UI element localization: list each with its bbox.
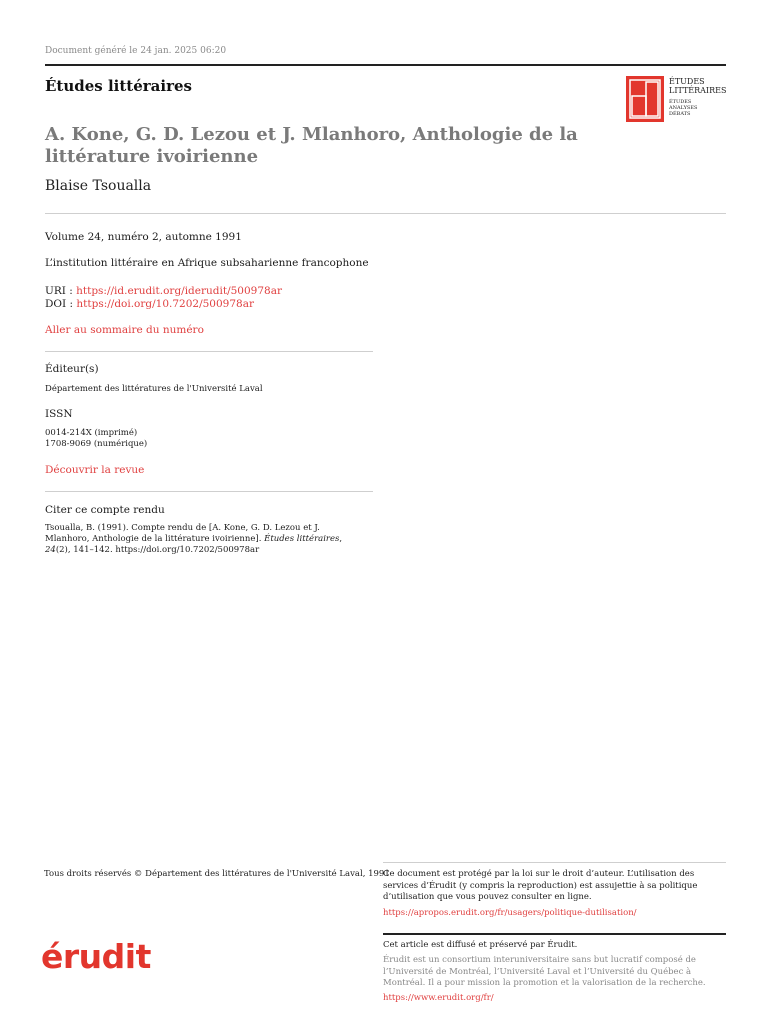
publisher-heading: Éditeur(s) <box>45 363 99 375</box>
journal-logo[interactable] <box>626 76 728 122</box>
erudit-about: Érudit est un consortium interuniversitaire sans but lucratif composé de l’Université de Montréal, l’Université Laval et l’Université du Québec à Montréal. Il a pour mission la promotion et la valorisation de la recherche. <box>383 955 706 988</box>
footer-divider <box>383 862 726 863</box>
article-author: Blaise Tsoualla <box>45 178 152 194</box>
svg-text:ÉTUDES: ÉTUDES <box>669 99 692 105</box>
diffusion-notice: Cet article est diffusé et préservé par Érudit. <box>383 940 578 950</box>
uri-link[interactable]: https://id.erudit.org/iderudit/500978ar <box>76 285 282 297</box>
article-title: A. Kone, G. D. Lezou et J. Mlanhoro, Anthologie de la littérature ivoirienne <box>45 124 578 167</box>
citation-sep: , <box>339 534 343 544</box>
header-divider <box>45 64 726 66</box>
citation-pre: Tsoualla, B. (1991). Compte rendu de [A. Kone, G. D. Lezou et J. Mlanhoro, Anthologie de la littérature ivoirienne]. <box>45 523 320 544</box>
journal-name: Études littéraires <box>45 77 192 95</box>
issn-print: 0014-214X (imprimé) <box>45 428 138 438</box>
generated-date: Document généré le 24 jan. 2025 06:20 <box>45 46 227 56</box>
volume-info: Volume 24, numéro 2, automne 1991 <box>45 231 242 243</box>
issn-digital: 1708-9069 (numérique) <box>45 439 148 449</box>
policy-link[interactable]: https://apropos.erudit.org/fr/usagers/politique-dutilisation/ <box>383 908 637 918</box>
uri-line <box>45 285 282 298</box>
doi-line <box>45 298 254 311</box>
divider <box>45 213 726 214</box>
erudit-logo[interactable]: érudit <box>41 937 151 976</box>
citation-text <box>45 523 365 556</box>
discover-journal-link[interactable]: Découvrir la revue <box>45 464 145 476</box>
publisher-name: Département des littératures de l'Université Laval <box>45 384 263 394</box>
issue-summary-link[interactable]: Aller au sommaire du numéro <box>45 324 204 336</box>
rights-notice: Tous droits réservés © Département des littératures de l'Université Laval, 1991 <box>44 869 390 879</box>
svg-text:LITTÉRAIRES: LITTÉRAIRES <box>669 86 727 95</box>
divider <box>45 351 373 352</box>
citation-volume: 24 <box>45 545 56 555</box>
svg-text:ÉTUDES: ÉTUDES <box>669 77 705 86</box>
svg-text:ANALYSES: ANALYSES <box>669 105 698 111</box>
doi-link[interactable]: https://doi.org/10.7202/500978ar <box>76 298 254 310</box>
divider <box>45 491 373 492</box>
citation-journal: Études littéraires <box>264 534 340 544</box>
footer-divider-strong <box>383 933 726 935</box>
copyright-text: Ce document est protégé par la loi sur le droit d’auteur. L’utilisation des services d’Érudit (y compris la reproduction) est assujettie à sa politique d’utilisation que vous pouvez consulter en ligne. <box>383 869 698 902</box>
svg-text:DÉBATS: DÉBATS <box>669 111 691 117</box>
citation-post: (2), 141–142. https://doi.org/10.7202/500978ar <box>55 545 260 555</box>
citation-heading: Citer ce compte rendu <box>45 504 165 516</box>
erudit-site-link[interactable]: https://www.erudit.org/fr/ <box>383 993 494 1003</box>
issue-title: L’institution littéraire en Afrique subsaharienne francophone <box>45 257 369 269</box>
issn-heading: ISSN <box>45 408 73 420</box>
doi-label: DOI : <box>45 298 77 310</box>
uri-label: URI : <box>45 285 77 297</box>
journal-logo-mark <box>626 76 728 122</box>
